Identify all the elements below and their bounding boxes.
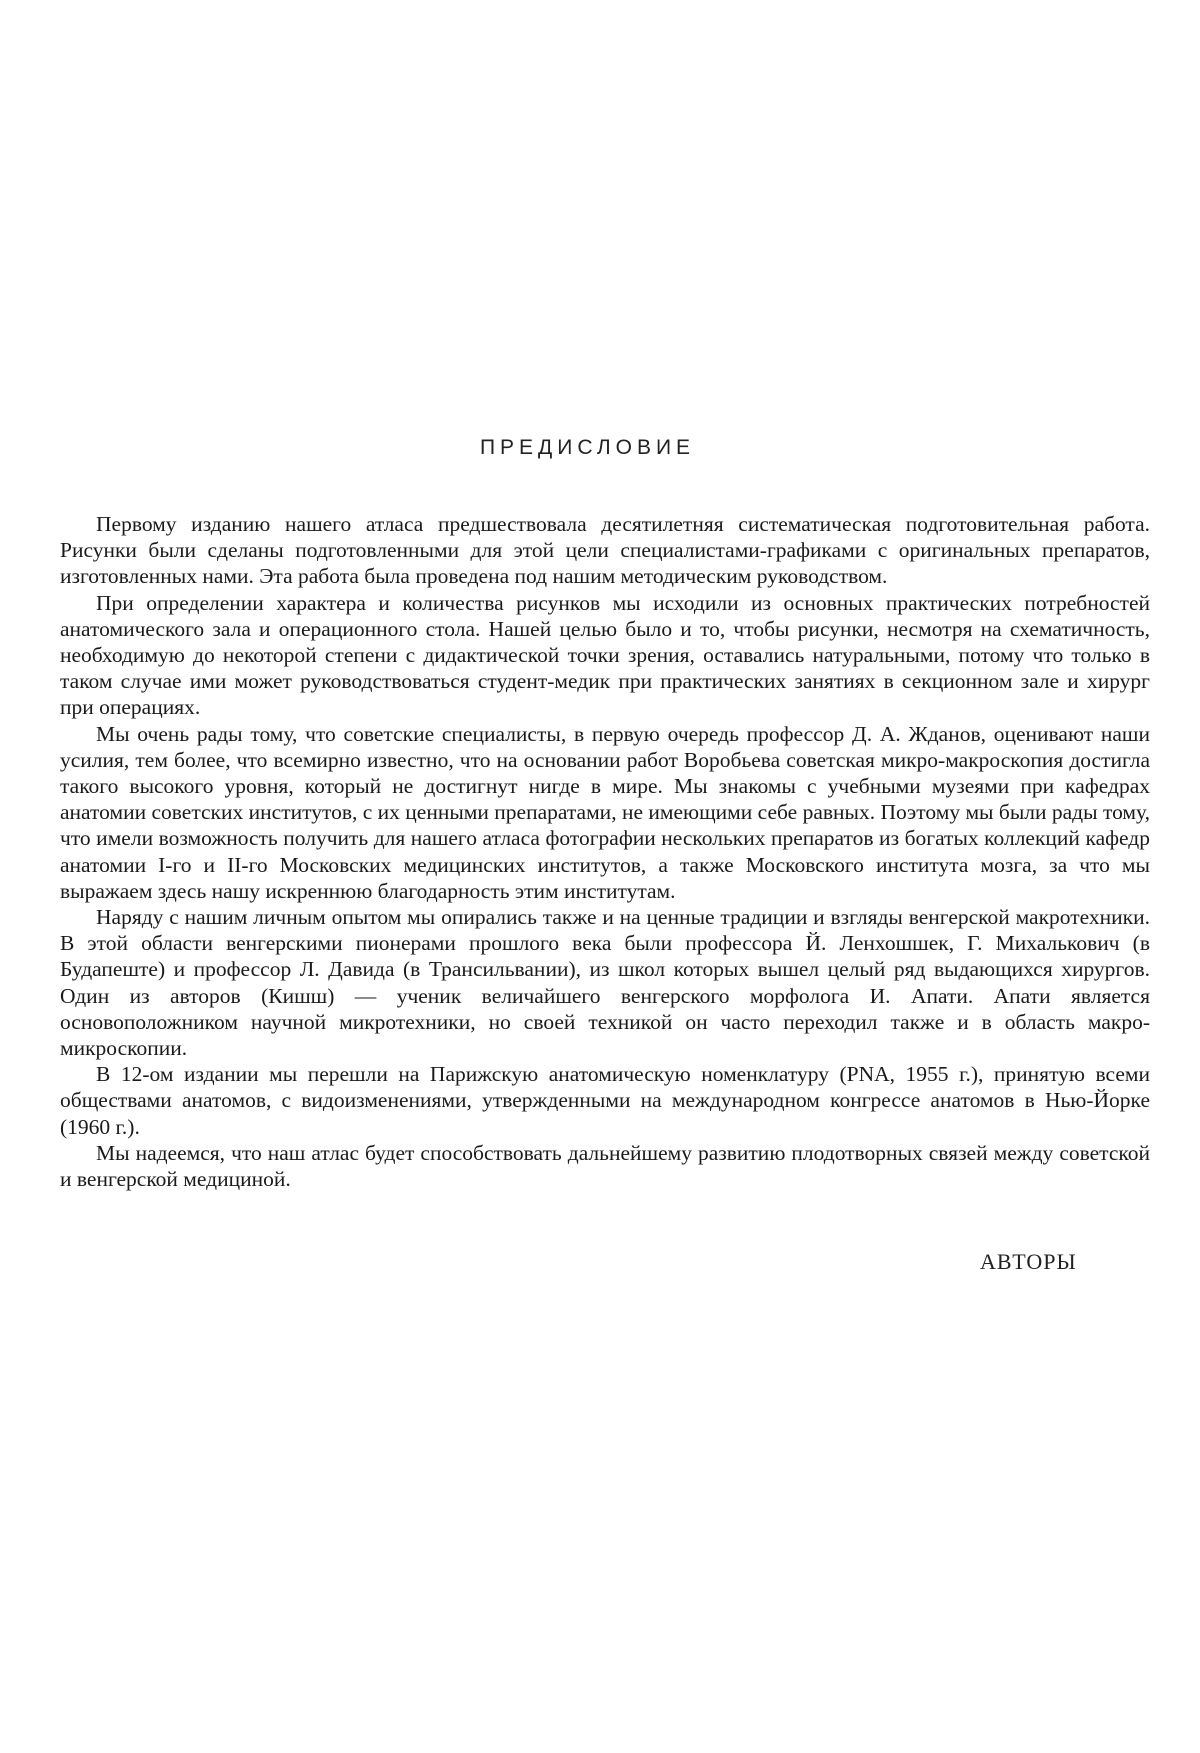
signature: АВТОРЫ (980, 1249, 1077, 1274)
preface-body (60, 511, 1150, 1192)
paragraph-1: Первому изданию нашего атласа предшествовала десятилетняя систематическая подготовительная работа. Рисунки были сделаны подготовленными для этой цели специалистами-графиками с оригинальных препаратов, изготовленных нами. Эта работа была проведена под нашим методическим руководством. (60, 512, 1150, 589)
paragraph-2: При определении характера и количества рисунков мы исходили из основных практических потребностей анатомического зала и операционного стола. Нашей целью было и то, чтобы рисунки, несмотря на схематичность, необходимую до некоторой степени с дидактической точки зрения, оставались натуральными, потому что только в таком случае ими может руководствоваться студент-медик при практических занятиях в секционном зале и хирург при операциях. (60, 590, 1150, 720)
page-title: ПРЕДИСЛОВИЕ (479, 436, 696, 459)
paragraph-5: В 12-ом издании мы перешли на Парижскую анатомическую номенклатуру (PNA, 1955 г.), принятую всеми обществами анатомов, с видоизменениями, утвержденными на международном конгрессе анатомов в Нью-Йорке (1960 г.). (60, 1062, 1150, 1139)
paragraph-4: Наряду с нашим личным опытом мы опирались также и на ценные традиции и взгляды венгерской макротехники. В этой области венгерскими пионерами прошлого века были профессора Й. Ленхошшек, Г. Михалькович (в Будапеште) и профессор Л. Давида (в Трансильвании), из школ которых вышел целый ряд выдающихся хирургов. Один из авторов (Кишш) — ученик величайшего венгерского морфолога И. Апати. Апати является основоположником научной микротехники, но своей техникой он часто переходил также и в область макро-микроскопии. (60, 905, 1150, 1061)
paragraph-6: Мы надеемся, что наш атлас будет способствовать дальнейшему развитию плодотворных связей между советской и венгерской медициной. (60, 1140, 1150, 1192)
paragraph-3: Мы очень рады тому, что советские специалисты, в первую очередь профессор Д. А. Жданов, оценивают наши усилия, тем более, что всемирно известно, что на основании работ Воробьева советская микро-макроскопия достигла такого высокого уровня, который не достигнут нигде в мире. Мы знакомы с учебными музеями при кафедрах анатомии советских институтов, с их ценными препаратами, не имеющими себе равных. Поэтому мы были рады тому, что имели возможность получить для нашего атласа фотографии нескольких препаратов из богатых коллекций кафедр анатомии I-го и II-го Московских медицинских институтов, а также Московского института мозга, за что мы выражаем здесь нашу искреннюю благодарность этим институтам. (60, 721, 1150, 903)
